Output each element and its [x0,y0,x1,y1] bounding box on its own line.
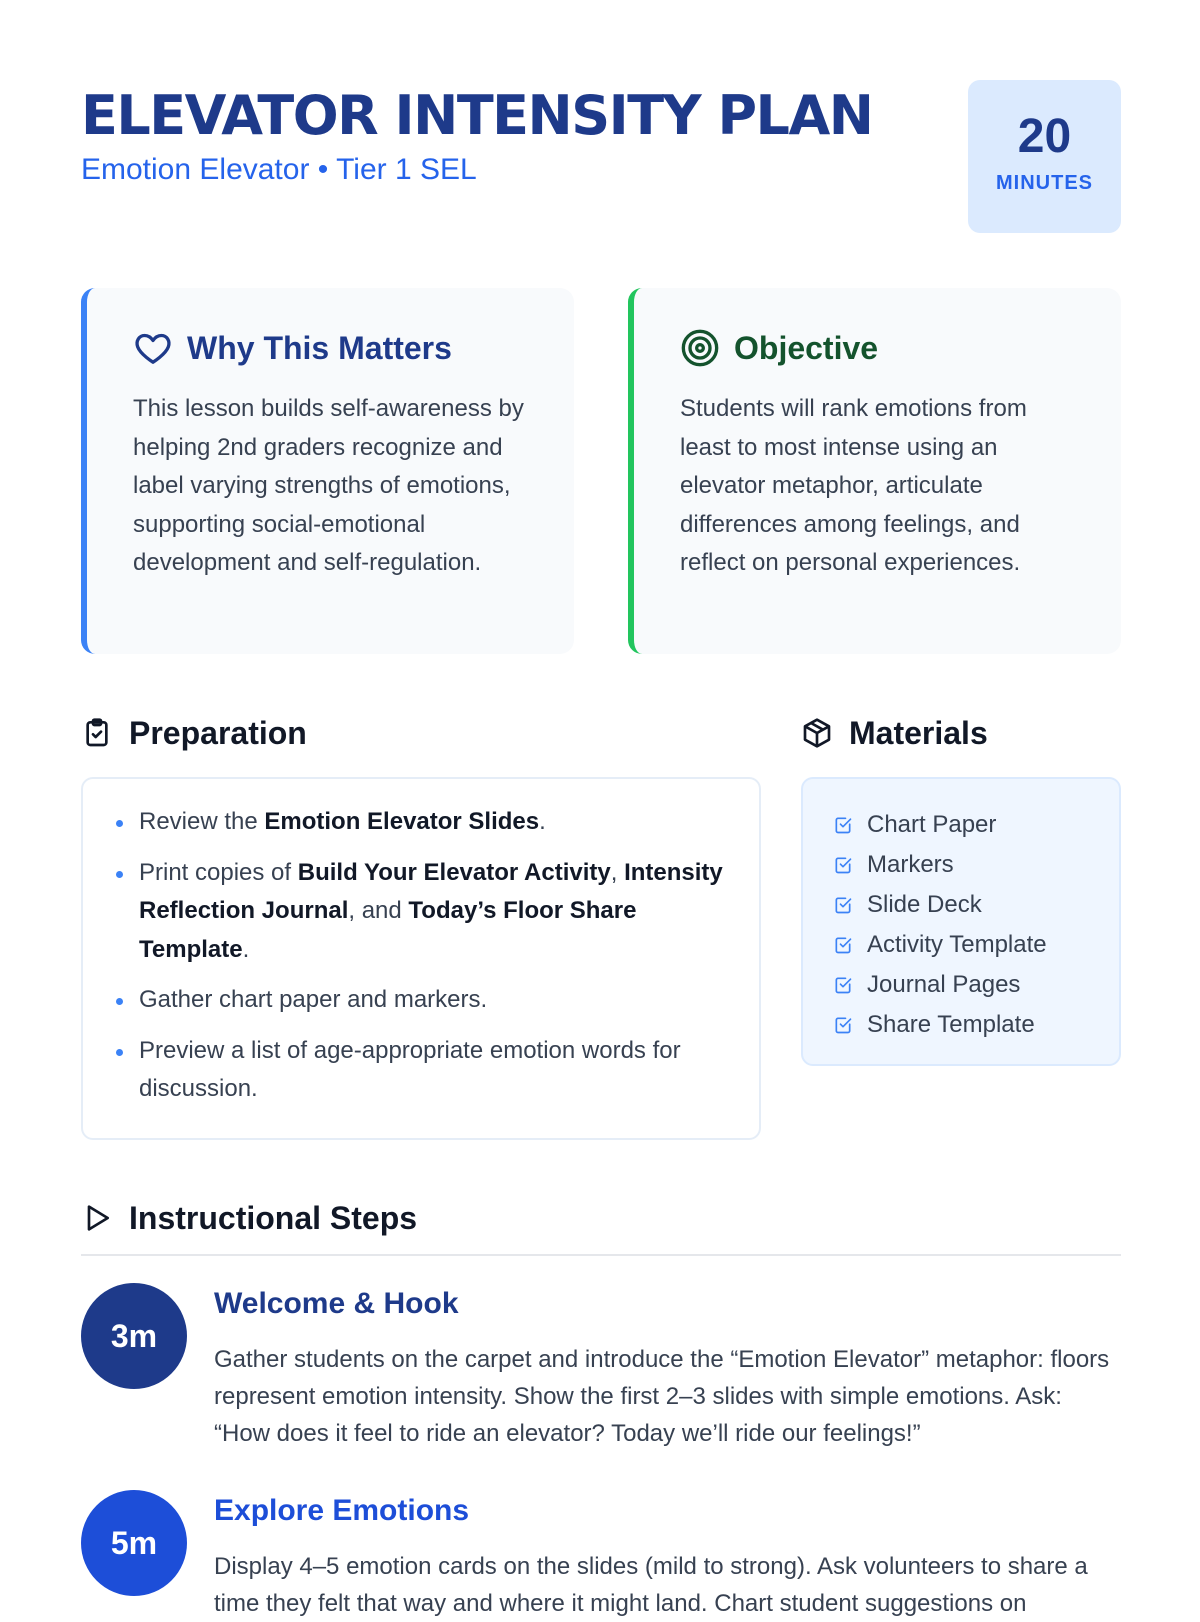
checkbox-icon [833,1015,853,1035]
checkbox-icon [833,855,853,875]
why-heading: Why This Matters [187,329,452,366]
materials-header [801,711,988,755]
target-icon [680,328,720,368]
duration-value: 20 [1017,110,1072,163]
material-label: Slide Deck [867,891,982,918]
instructional-steps-heading: Instructional Steps [129,1199,418,1236]
material-label: Markers [867,851,954,878]
page-title: ELEVATOR INTENSITY PLAN [81,84,873,147]
material-item [833,885,1119,925]
section-divider [81,1254,1121,1256]
material-item [833,925,1119,965]
material-item [833,805,1119,845]
material-label: Journal Pages [867,971,1021,998]
step-body: Display 4–5 emotion cards on the slides (mild to strong). Ask volunteers to share a time they felt that way and where it might land. Chart student suggestions on [214,1553,1088,1617]
objective-body: Students will rank emotions from least to most intense using an elevator metaphor, articulate differences among feelings, and reflect on personal experiences. [680,395,1027,576]
heart-icon [133,328,173,368]
material-label: Share Template [867,1011,1035,1038]
materials-heading: Materials [849,714,988,751]
materials-list [801,777,1121,1066]
material-item [833,965,1119,1005]
box-icon [801,717,833,749]
list-item: Gather chart paper and markers. [111,981,731,1020]
checkbox-icon [833,895,853,915]
step-title: Welcome & Hook [214,1287,459,1320]
objective-card [628,288,1121,654]
why-this-matters-card [81,288,574,654]
list-item: Preview a list of age-appropriate emotion words for discussion. [111,1032,731,1109]
duration-badge [968,80,1121,233]
checkbox-icon [833,815,853,835]
material-label: Activity Template [867,931,1047,958]
preparation-heading: Preparation [129,714,307,751]
clipboard-check-icon [81,717,113,749]
step-body: Gather students on the carpet and introduce the “Emotion Elevator” metaphor: floors represent emotion intensity. Show the first 2–3 slides with simple emotions. Ask: “How does it feel to ride an elevator? Today we’ll ride our feelings!” [214,1346,1110,1447]
step-time-badge: 3m [81,1283,187,1389]
header [81,80,1121,235]
list-item: Print copies of Build Your Elevator Activity, Intensity Reflection Journal, and Today’s Floor Share Template. [111,854,731,970]
preparation-list [111,803,731,1109]
step-title: Explore Emotions [214,1494,470,1527]
why-body: This lesson builds self-awareness by helping 2nd graders recognize and label varying strengths of emotions, supporting social-emotional development and self-regulation. [133,395,524,576]
list-item: Review the Emotion Elevator Slides. [111,803,731,842]
checkbox-icon [833,975,853,995]
material-item [833,1005,1119,1045]
objective-heading: Objective [734,329,879,366]
instructional-steps-header [81,1196,417,1240]
step-time-badge: 5m [81,1490,187,1596]
page-subtitle: Emotion Elevator • Tier 1 SEL [81,153,477,186]
checkbox-icon [833,935,853,955]
preparation-header [81,711,307,755]
play-icon [81,1202,113,1234]
preparation-list-box [81,777,761,1140]
material-item [833,845,1119,885]
material-label: Chart Paper [867,811,997,838]
duration-unit: MINUTES [996,172,1093,194]
